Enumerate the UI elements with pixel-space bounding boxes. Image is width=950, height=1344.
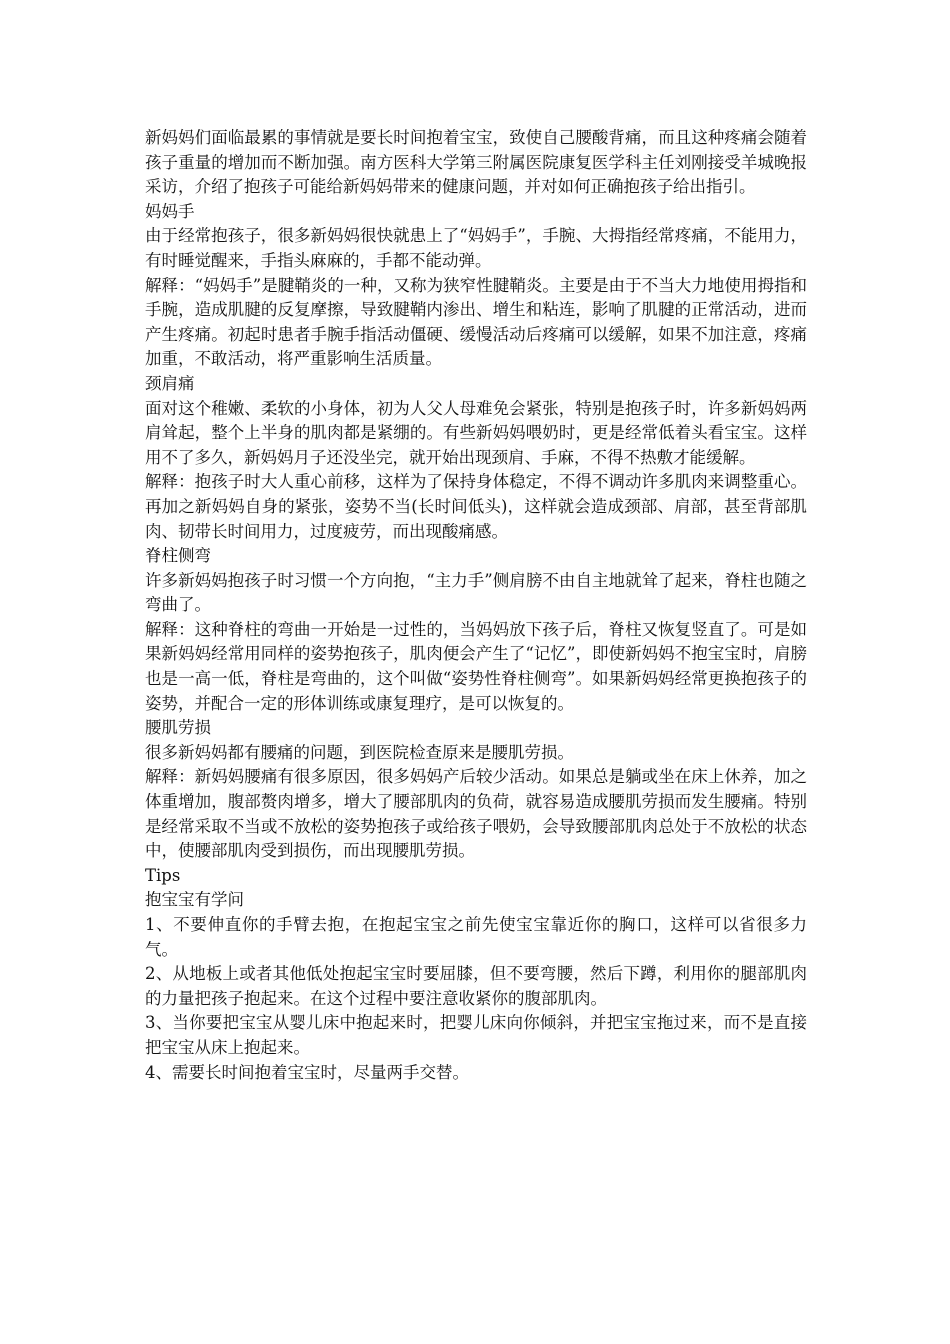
section-heading-neck-shoulder: 颈肩痛 <box>145 373 195 393</box>
document-body <box>145 126 807 1085</box>
section-heading-lumbar-strain: 腰肌劳损 <box>145 718 211 738</box>
section-heading-mama-hand: 妈妈手 <box>145 201 195 221</box>
tip-item: 4、需要长时间抱着宝宝时，尽量两手交替。 <box>145 1062 469 1082</box>
tip-item: 1、不要伸直你的手臂去抱，在抱起宝宝之前先使宝宝靠近你的胸口，这样可以省很多力气。 <box>145 915 807 959</box>
section-description-neck-shoulder: 面对这个稚嫩、柔软的小身体，初为人父人母难免会紧张，特别是抱孩子时，许多新妈妈两肩耸起，整个上半身的肌肉都是紧绷的。有些新妈妈喂奶时，更是经常低着头看宝宝。这样用不了多久，新妈妈月子还没坐完，就开始出现颈肩、手麻，不得不热敷才能缓解。 <box>145 398 807 467</box>
section-explanation-scoliosis: 解释：这种脊柱的弯曲一开始是一过性的，当妈妈放下孩子后，脊柱又恢复竖直了。可是如果新妈妈经常用同样的姿势抱孩子，肌肉便会产生了“记忆”，即使新妈妈不抱宝宝时，肩膀也是一高一低，脊柱是弯曲的，这个叫做“姿势性脊柱侧弯”。如果新妈妈经常更换抱孩子的姿势，并配合一定的形体训练或康复理疗，是可以恢复的。 <box>145 619 807 713</box>
section-explanation-mama-hand: 解释：“妈妈手”是腱鞘炎的一种，又称为狭窄性腱鞘炎。主要是由于不当大力地使用拇指和手腕，造成肌腱的反复摩擦，导致腱鞘内渗出、增生和粘连，影响了肌腱的正常活动，进而产生疼痛。初起时患者手腕手指活动僵硬、缓慢活动后疼痛可以缓解，如果不加注意，疼痛加重，不敢活动，将严重影响生活质量。 <box>145 275 807 369</box>
tips-title: 抱宝宝有学问 <box>145 890 244 910</box>
tips-label: Tips <box>145 865 181 885</box>
section-heading-scoliosis: 脊柱侧弯 <box>145 546 211 566</box>
section-description-lumbar-strain: 很多新妈妈都有腰痛的问题，到医院检查原来是腰肌劳损。 <box>145 742 574 762</box>
section-description-mama-hand: 由于经常抱孩子，很多新妈妈很快就患上了“妈妈手”，手腕、大拇指经常疼痛，不能用力，有时睡觉醒来，手指头麻麻的，手都不能动弹。 <box>145 226 807 270</box>
tip-item: 2、从地板上或者其他低处抱起宝宝时要屈膝，但不要弯腰，然后下蹲，利用你的腿部肌肉的力量把孩子抱起来。在这个过程中要注意收紧你的腹部肌肉。 <box>145 964 807 1008</box>
intro-paragraph: 新妈妈们面临最累的事情就是要长时间抱着宝宝，致使自己腰酸背痛，而且这种疼痛会随着孩子重量的增加而不断加强。南方医科大学第三附属医院康复医学科主任刘刚接受羊城晚报采访，介绍了抱孩子可能给新妈妈带来的健康问题，并对如何正确抱孩子给出指引。 <box>145 128 807 197</box>
section-description-scoliosis: 许多新妈妈抱孩子时习惯一个方向抱，“主力手”侧肩膀不由自主地就耸了起来，脊柱也随之弯曲了。 <box>145 570 807 615</box>
tip-item: 3、当你要把宝宝从婴儿床中抱起来时，把婴儿床向你倾斜，并把宝宝拖过来，而不是直接把宝宝从床上抱起来。 <box>145 1013 807 1057</box>
section-explanation-lumbar-strain: 解释：新妈妈腰痛有很多原因，很多妈妈产后较少活动。如果总是躺或坐在床上休养，加之体重增加，腹部赘肉增多，增大了腰部肌肉的负荷，就容易造成腰肌劳损而发生腰痛。特别是经常采取不当或不放松的姿势抱孩子或给孩子喂奶，会导致腰部肌肉总处于不放松的状态中，使腰部肌肉受到损伤，而出现腰肌劳损。 <box>145 767 807 861</box>
section-explanation-neck-shoulder: 解释：抱孩子时大人重心前移，这样为了保持身体稳定，不得不调动许多肌肉来调整重心。再加之新妈妈自身的紧张，姿势不当(长时间低头)，这样就会造成颈部、肩部，甚至背部肌肉、韧带长时间用力，过度疲劳，而出现酸痛感。 <box>145 472 807 541</box>
